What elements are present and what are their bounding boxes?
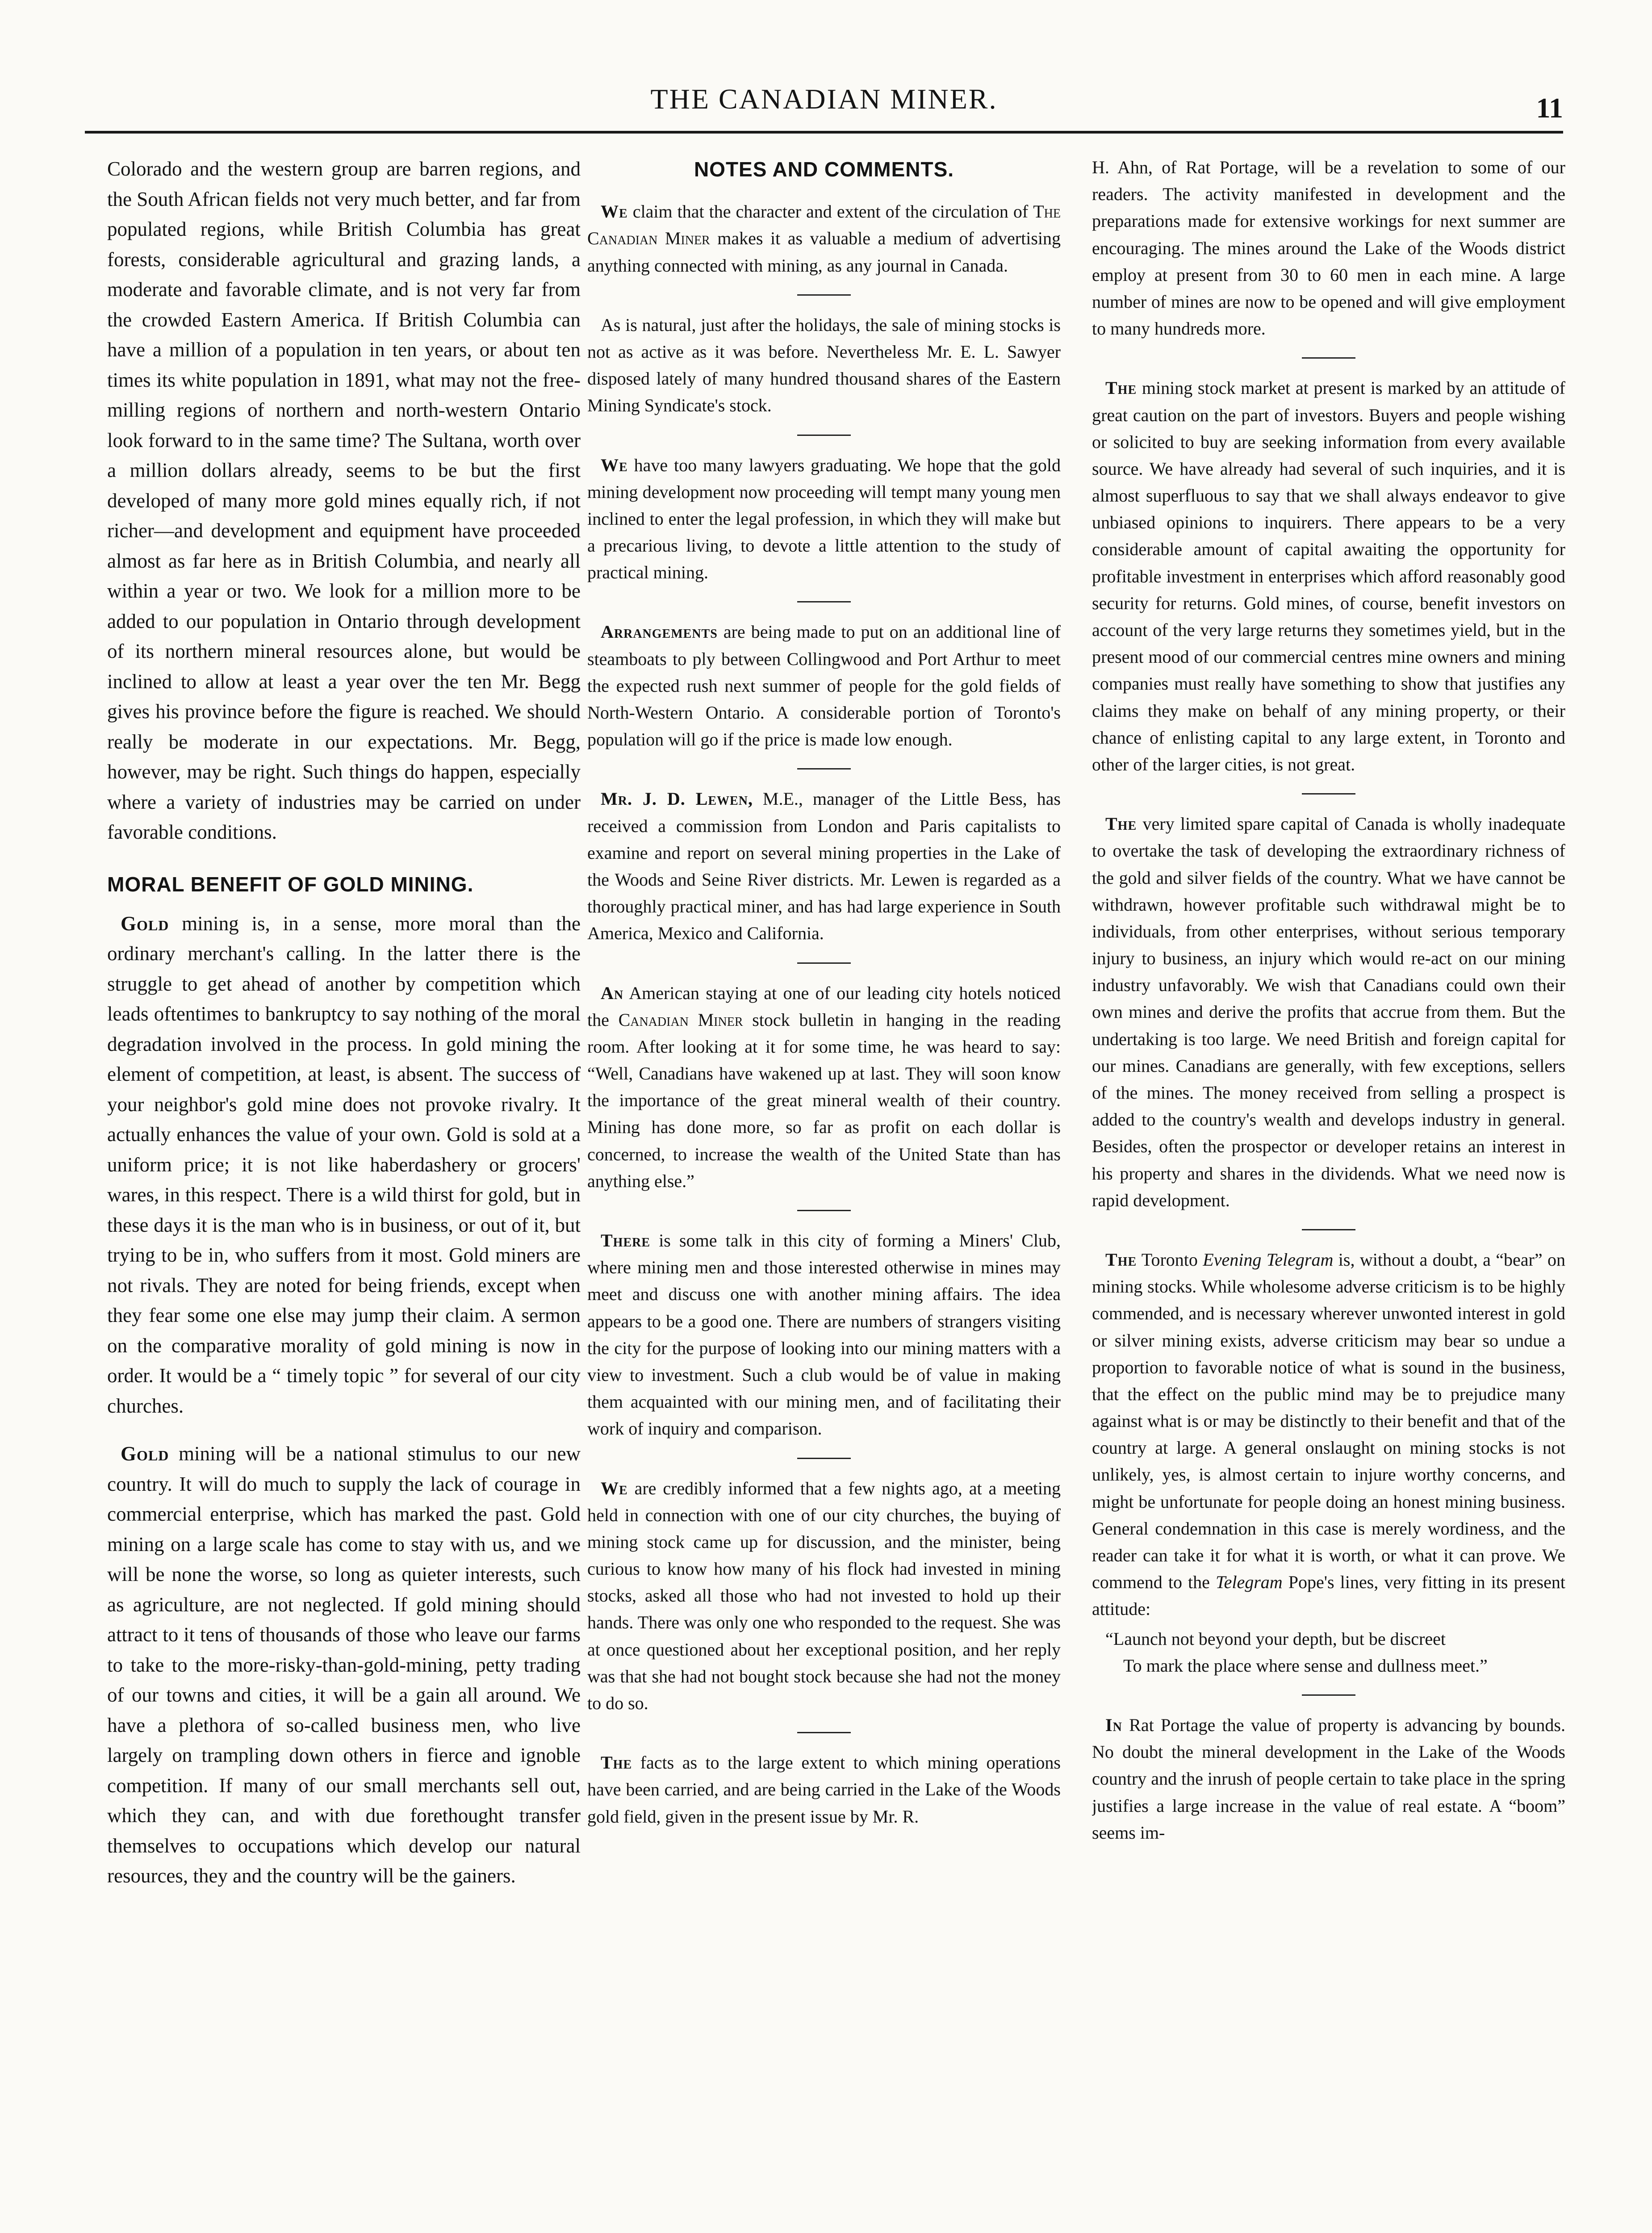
separator-rule	[797, 1458, 851, 1459]
separator-rule	[797, 1210, 851, 1211]
note-paragraph	[1092, 811, 1565, 1214]
separator-rule	[797, 1732, 851, 1733]
note-paragraph	[587, 1475, 1061, 1717]
publication-name: The Canadian Miner	[587, 201, 1061, 249]
lead-word: Gold	[121, 912, 169, 935]
separator-rule	[1302, 1694, 1355, 1696]
column-2	[587, 154, 1061, 2233]
separator-rule	[797, 435, 851, 436]
paragraph-text: facts as to the large extent to which mining operations have been carried, and are being carried in the Lake of the Woods gold field, given in the present issue by Mr. R.	[587, 1752, 1061, 1827]
article-continuation: Colorado and the western group are barren regions, and the South African fields not very much better, and far from populated regions, while British Columbia has great forests, considerable agricultural and grazing lands, a moderate and favorable climate, and is not very far from the crowded Eastern America. If British Columbia can have a million of a population in ten years, or about ten times its white population in 1891, what may not the free-milling regions of northern and north-western Ontario look forward to in the same time? The Sultana, worth over a million dollars already, seems to be but the first developed of many more gold mines equally rich, if not richer—and development and equipment have proceeded almost as far here as in British Columbia, and nearly all within a year or two. We look for a million more to be added to our population in Ontario through development of its northern mineral resources alone, but would be inclined to allow at least a year over the ten Mr. Begg gives his province before the figure is reached. We should really be moderate in our expectations. Mr. Begg, however, may be right. Such things do happen, especially where a variety of industries may be carried on under favorable conditions.	[107, 158, 581, 843]
header-rule	[85, 131, 1563, 134]
paragraph-text: Rat Portage the value of property is advancing by bounds. No doubt the mineral development in the Lake of the Woods country and the inrush of people certain to take place in the spring justifies a large increase in the value of real estate. A “boom” seems im-	[1092, 1714, 1565, 1843]
section-headline: NOTES AND COMMENTS.	[694, 158, 954, 181]
lead-word: In	[1105, 1714, 1122, 1735]
note-continuation: H. Ahn, of Rat Portage, will be a revelation to some of our readers. The activity manifested in development and the preparations made for extensive workings for next summer are encouraging. The mines around the Lake of the Woods district employ at present from 30 to 60 men in each mine. A large number of mines are now to be opened and will give employment to many hundreds more.	[1092, 157, 1565, 339]
article-paragraph	[107, 909, 581, 1422]
lead-word: An	[601, 983, 624, 1003]
paragraph-text: is, without a doubt, a “bear” on mining stocks. While wholesome adverse criticism is to be highly commended, and is necessary wherever unwonted interest in gold or silver mining exists, adverse criticism may bear so undue a proportion to favorable notice of what is sound in the business, that the effect on the public mind may be to prejudice many against what is or may be distinctly to their benefit and that of the country at large. A general onslaught on mining stocks is not unlikely, yes, is almost certain to injure worthy concerns, and might be unfortunate for people doing an honest mining business. General condemnation in this case is merely wordiness, and the reader can take it for what it is worth, or what it can prove. We commend to the	[1092, 1249, 1565, 1593]
separator-rule	[797, 601, 851, 602]
lead-word: Mr. J. D. Lewen,	[601, 789, 753, 809]
note-paragraph	[1092, 1246, 1565, 1623]
page-number: 11	[1536, 92, 1563, 124]
separator-rule	[797, 768, 851, 769]
separator-rule	[1302, 1229, 1355, 1230]
note-paragraph	[587, 198, 1061, 279]
lead-word: We	[601, 201, 628, 222]
paragraph-text: are being made to put on an additional line of steamboats to ply between Collingwood and Port Arthur to meet the expected rush next summer of people for the gold fields of North-Western Ontario. A considerable portion of Toronto's population will go if the price is made low enough.	[587, 622, 1061, 750]
paragraph-text: have too many lawyers graduating. We hope that the gold mining development now proceeding will tempt many young men inclined to enter the legal profession, in which they will make but a precarious living, to devote a little attention to the study of practical mining.	[587, 455, 1061, 583]
publication-name: Telegram	[1216, 1572, 1283, 1593]
column-1	[107, 154, 581, 2233]
paragraph-text: M.E., manager of the Little Bess, has received a commission from London and Paris capitalists to examine and report on several mining properties in the Lake of the Woods and Seine River districts. Mr. Lewen is regarded as a thoroughly practical miner, and has had large experience in South America, Mexico and California.	[587, 789, 1061, 944]
note-paragraph	[587, 1227, 1061, 1443]
verse-line: To mark the place where sense and dullness meet.”	[1123, 1655, 1488, 1676]
verse-line: “Launch not beyond your depth, but be discreet	[1105, 1628, 1446, 1649]
note-paragraph	[587, 786, 1061, 947]
lead-word: The	[601, 1752, 632, 1773]
paragraph-gap	[107, 1421, 581, 1439]
paragraph-text: makes it as valuable a medium of advertising anything connected with mining, as any journal in Canada.	[587, 228, 1061, 276]
paragraph-text: Pope's lines, very fitting in its present attitude:	[1092, 1572, 1565, 1619]
lead-word: There	[601, 1230, 651, 1251]
paragraph-text: very limited spare capital of Canada is wholly inadequate to overtake the task of developing the extraordinary richness of the gold and silver fields of the country. What we have cannot be withdrawn, however profitable such withdrawal might be to individuals, from other enterprises, without serious temporary injury to business, an injury which would re-act on our mining industry unfavorably. We wish that Canadians could own their own mines and derive the profits that accrue from them. But the undertaking is too large. We need British and foreign capital for our mines. Canadians are generally, with few exceptions, sellers of the mines. The money received from selling a prospect is added to the country's wealth and develops industry in general. Besides, often the prospector or developer retains an interest in his property and shares in the dividends. What we need now is rapid development.	[1092, 814, 1565, 1210]
note-paragraph	[587, 619, 1061, 753]
paragraph-text: is some talk in this city of forming a Miners' Club, where mining men and those interested otherwise in mines may meet and discuss one with another mining affairs. The idea appears to be a good one. There are numbers of strangers visiting the city for the purpose of looking into our mining matters with a view to investment. Such a club would be of value in making them acquainted with our mining men, and of facilitating their work of inquiry and comparison.	[587, 1230, 1061, 1439]
note-paragraph	[1092, 1712, 1565, 1846]
article-headline: MORAL BENEFIT OF GOLD MINING.	[107, 872, 474, 896]
masthead: THE CANADIAN MINER.	[650, 83, 998, 115]
lead-word: The	[1105, 1249, 1137, 1270]
separator-rule	[1302, 357, 1355, 359]
lead-word: We	[601, 455, 628, 475]
paragraph-text: mining stock market at present is marked by an attitude of great caution on the part of investors. Buyers and people wishing or solicited to buy are seeking information from every available source. We have already had several of such inquiries, and it is almost superfluous to say that we shall always endeavor to give unbiased opinions to inquirers. There appears to be a very considerable amount of capital awaiting the opportunity for profitable investment in enterprises which afford reasonably good security for returns. Gold mines, of course, benefit investors on account of the very large returns they sometimes yield, but in the present mood of our commercial centres mine owners and mining companies must really have something to show that justifies any claims they make on behalf of any mining property, or their chance of enlisting capital to any large extent, in Toronto and other of the larger cities, is not great.	[1092, 378, 1565, 774]
paragraph-text: are credibly informed that a few nights ago, at a meeting held in connection with one of our city churches, the buying of mining stock came up for discussion, and the minister, being curious to know how many of his flock had invested in mining stocks, asked all those who had not invested to hold up their hands. There was only one who responded to the request. She was at once questioned about her exceptional position, and her reply was that she had not bought stock because she had not the money to do so.	[587, 1478, 1061, 1714]
separator-rule	[797, 962, 851, 964]
lead-word: Gold	[121, 1443, 169, 1465]
separator-rule	[1302, 793, 1355, 795]
lead-word: The	[1105, 814, 1137, 834]
paragraph-text: Toronto	[1137, 1249, 1203, 1270]
publication-name: Canadian Miner	[618, 1009, 743, 1030]
publication-name: Evening Telegram	[1203, 1249, 1334, 1270]
page-header	[85, 83, 1563, 145]
lead-word: Arrangements	[601, 622, 718, 642]
paragraph-text: claim that the character and extent of the circulation of	[627, 201, 1033, 222]
note-paragraph: As is natural, just after the holidays, the sale of mining stocks is not as active as it was before. Nevertheless Mr. E. L. Sawyer disposed lately of many hundred thousand shares of the Eastern Mining Syndicate's stock.	[587, 314, 1061, 416]
lead-word: The	[1105, 378, 1137, 398]
paragraph-text: mining is, in a sense, more moral than the ordinary merchant's calling. In the latter there is the struggle to get ahead of another by competition which leads oftentimes to bankruptcy to say nothing of the moral degradation involved in the process. In gold mining the element of competition, at least, is absent. The success of your neighbor's gold mine does not provoke rivalry. It actually enhances the value of your own. Gold is sold at a uniform price; it is not like haberdashery or grocers' wares, in this respect. There is a wild thirst for gold, but in these days it is the man who is in business, or out of it, but trying to be in, who suffers from it most. Gold miners are not rivals. They are noted for being friends, except when they fear some one else may jump their claim. A sermon on the comparative morality of gold mining is now in order. It would be a “ timely topic ” for several of our city churches.	[107, 912, 581, 1417]
paragraph-text: stock bulletin in hanging in the reading room. After looking at it for some time, he was heard to say: “Well, Canadians have wakened up at last. They will soon know the importance of the great mineral wealth of their country. Mining has done more, so far as profit on each dollar is concerned, to increase the wealth of the United State than has anything else.”	[587, 1009, 1061, 1191]
note-paragraph	[1092, 375, 1565, 778]
note-paragraph	[587, 1749, 1061, 1830]
article-paragraph	[107, 1439, 581, 1891]
separator-rule	[797, 294, 851, 296]
lead-word: We	[601, 1478, 628, 1498]
paragraph-text: American staying at one of our leading city hotels noticed the	[587, 983, 1061, 1030]
note-paragraph	[587, 980, 1061, 1195]
column-3	[1092, 154, 1565, 2233]
paragraph-text: mining will be a national stimulus to our new country. It will do much to supply the lack of courage in commercial enterprise, which has marked the past. Gold mining on a large scale has come to stay with us, and we will be none the worse, so long as quieter interests, such as agriculture, are not neglected. If gold mining should attract to it tens of thousands of those who leave our farms to take to the more-risky-than-gold-mining, petty trading of our towns and cities, it will be a gain all around. We have a plethora of so-called business men, who live largely on trampling down others in fierce and ignoble competition. If many of our small merchants sell out, which they can, and with due forethought transfer themselves to occupations which develop our natural resources, they and the country will be the gainers.	[107, 1443, 581, 1887]
note-paragraph	[587, 452, 1061, 586]
